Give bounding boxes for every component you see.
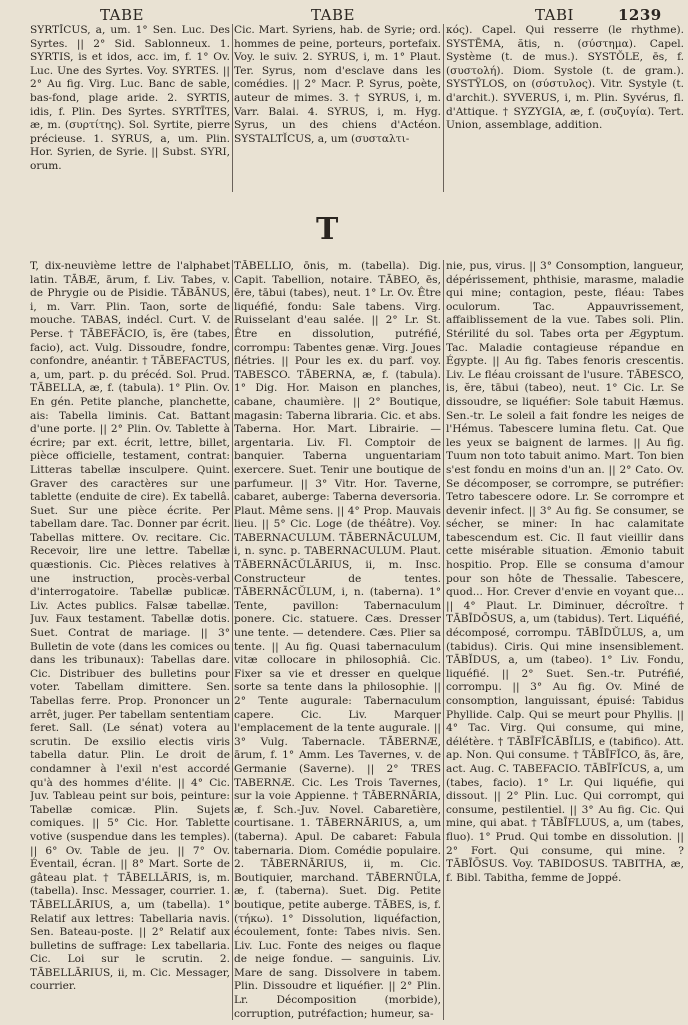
entries-text: TĀBELLIO, ōnis, m. (tabella). Dig. Capit. Tabellion, notaire. TĀBEO, ēs, ēre, tābui (tabes), neut. 1° Lr. Ov. Être liquéfié, fondu: Sale tabens. Virg. Ruisselant d'eau salée. || 2° Lr. St. Être en dissolution, putréfié, corrompu: Tabentes genæ. Virg. Joues flétries. || Pour les ex. du parf. voy. TABESCO. TĀBERNA, æ, f. (tabula). 1° Dig. Hor. Maison en planches, cabane, chaumière. || 2° Boutique, magasin: Taberna libraria. Cic. et abs. Taberna. Hor. Mart. Librairie. — argentaria. Liv. Fl. Comptoir de banquier. Taberna unguentariam exercere. Suet. Tenir une boutique de parfumeur. || 3° Vitr. Hor. Taverne, cabaret, auberge: Taberna deversoria. Plaut. Même sens. || 4° Prop. Mauvais lieu. || 5° Cic. Loge (de théâtre). Voy. TABERNACULUM. TĀBERNĀCULUM, i, n. sync. p. TABERNACULUM. Plaut. TĀBERNĀCŬLĀRIUS, ii, m. Insc. Constructeur de tentes. TĀBERNĀCŬLUM, i, n. (taberna). 1° Tente, pavillon: Tabernaculum ponere. Cic. statuere. Cæs. Dresser une tente. — detendere. Cæs. Plier sa tente. || Au fig. Quasi tabernaculum vitæ collocare in philosophiâ. Cic. Fixer sa vie et dresser en quelque sorte sa tente dans la philosophie. || 2° Tente augurale: Tabernaculum capere. Cic. Liv. Marquer l'emplacement de la tente augurale. || 3° Vulg. Tabernacle. TĀBERNÆ, ārum, f. 1° Amm. Les Tavernes, v. de Germanie (Saverne). || 2° TRES TABERNÆ. Cic. Les Trois Tavernes, sur la voie Appienne. † TĀBERNĀRIA, æ, f. Sch.-Juv. Novel. Cabaretière, courtisane. 1. TĀBERNĀRIUS, a, um (taberna). Apul. De cabaret: Fabula tabernaria. Diom. Comédie populaire. 2. TĀBERNĀRIUS, ii, m. Cic. Boutiquier, marchand. TĀBERNŬLA, æ, f. (taberna). Suet. Dig. Petite boutique, petite auberge. TĀBES, is, f. (τήκω). 1° Dissolution, liquéfaction, écoulement, fonte: Tabes nivis. Sen. Liv. Luc. Fonte des neiges ou flaque de neige fondue. — sanguinis. Liv. Mare de sang. Dissolvere in tabem. Plin. Dissoudre et liquéfier. || 2° Plin. Lr. Décomposition (morbide), corruption, putréfaction; humeur, sa- (234, 260, 441, 1020)
column-rule (232, 24, 233, 192)
entries-text: κός). Capel. Qui resserre (le rhythme). SYSTĒMA, ătis, n. (σύστημα). Capel. Système (t. de mus.). SYSTŎLE, ēs, f. (συστολή). Diom. Systole (t. de gram.). SYSTŸLOS, on (σύστυλος). Vitr. Systyle (t. d'archit.). SYVERUS, i, m. Plin. Syvérus, fl. d'Attique. † SYZYGIA, æ, f. (συζυγία). Tert. Union, assemblage, addition. (446, 24, 684, 132)
column-rule (443, 24, 444, 192)
column-rule (232, 260, 233, 1020)
body-column-2 (234, 260, 441, 1025)
entries-text: nie, pus, virus. || 3° Consomption, langueur, dépérissement, phthisie, marasme, maladie qui mine; contagion, peste, fléau: Tabes oculorum. Tac. Appauvrissement, affaiblissement de la vue. Tabes soli. Plin. Stérilité du sol. Tabes orta per Ægyptum. Tac. Maladie contagieuse répandue en Égypte. || Au fig. Tabes fenoris crescentis. Liv. Le fléau croissant de l'usure. TĀBESCO, is, ĕre, tābui (tabeo), neut. 1° Cic. Lr. Se dissoudre, se liquéfier: Sole tabuit Hæmus. Sen.-tr. Le soleil a fait fondre les neiges de l'Hémus. Tabescere lumina fletu. Cat. Que les yeux se baignent de larmes. || Au fig. Tuum non toto tabuit animo. Mart. Ton bien s'est fondu en moins d'un an. || 2° Cato. Ov. Se décomposer, se corrompre, se putréfier: Tetro tabescere odore. Lr. Se corrompre et devenir infect. || 3° Au fig. Se consumer, se sécher, se miner: In hac calamitate tabescendum est. Cic. Il faut vieillir dans cette misérable situation. Æmonio tabuit hospitio. Prop. Elle se consuma d'amour pour son hôte de Thessalie. Tabescere, quod... Hor. Crever d'envie en voyant que... || 4° Plaut. Lr. Diminuer, décroître. † TĀBĪDŌSUS, a, um (tabidus). Tert. Liquéfié, décomposé, corrompu. TĀBĪDŬLUS, a, um (tabidus). Ciris. Qui mine insensiblement. TĀBĬDUS, a, um (tabeo). 1° Liv. Fondu, liquéfié. || 2° Suet. Sen.-tr. Putréfié, corrompu. || 3° Au fig. Ov. Miné de consomption, languissant, épuisé: Tabidus Phyllide. Calp. Qui se meurt pour Phyllis. || 4° Tac. Virg. Qui consume, qui mine, délétère. † TĀBĪFĬCĀBĬLIS, e (tabifico). Att. ap. Non. Qui consume. † TĀBĪFĬCO, ās, āre, act. Aug. C. TABEFACIO. TĀBĪFĬCUS, a, um (tabes, facio). 1° Lr. Qui liquéfie, qui dissout. || 2° Plin. Luc. Qui corrompt, qui consume, pestilentiel. || 3° Au fig. Cic. Qui mine, qui abat. † TĀBĪFLUUS, a, um (tabes, fluo). 1° Prud. Qui tombe en dissolution. || 2° Fort. Qui consume, qui mine. ? TĀBĪŌSUS. Voy. TABIDOSUS. TABITHA, æ, f. Bibl. Tabitha, femme de Joppé. (446, 260, 684, 884)
entries-text: Cic. Mart. Syriens, hab. de Syrie; ord. hommes de peine, porteurs, portefaix. Voy. le suiv. 2. SYRUS, i, m. 1° Plaut. Ter. Syrus, nom d'esclave dans les comédies. || 2° Macr. P. Syrus, poète, auteur de mimes. 3. † SYRUS, i, m. Varr. Balai. 4. SYRUS, i, m. Hyg. Syrus, un des chiens d'Actéon. SYSTALTĬCUS, a, um (συσταλτι- (234, 24, 441, 145)
page-number: 1239 (618, 6, 662, 24)
top-column-3 (446, 24, 684, 194)
running-head-right: TABI (535, 6, 574, 24)
column-rule (443, 260, 444, 1020)
section-letter: T (316, 212, 340, 247)
running-head-left: TABE (100, 6, 144, 24)
body-column-3 (446, 260, 684, 1025)
running-head-center: TABE (311, 6, 355, 24)
top-column-2 (234, 24, 441, 194)
body-column-1 (30, 260, 230, 1025)
entries-text: T, dix-neuvième lettre de l'alphabet latin. TĀBÆ, ārum, f. Liv. Tabes, v. de Phrygie ou de Pisidie. TĀBĀNUS, i, m. Varr. Plin. Taon, sorte de mouche. TABAS, indécl. Curt. V. de Perse. † TĀBEFĂCIO, ĭs, ĕre (tabes, facio), act. Vulg. Dissoudre, fondre, confondre, anéantir. † TĀBEFACTUS, a, um, part. p. du précéd. Sol. Prud. TĀBELLA, æ, f. (tabula). 1° Plin. Ov. En gén. Petite planche, planchette, ais: Tabella liminis. Cat. Battant d'une porte. || 2° Plin. Ov. Tablette à écrire; par ext. écrit, lettre, billet, pièce officielle, testament, contrat: Litteras tabellæ insculpere. Quint. Graver des caractères sur une tablette (enduite de cire). Ex tabellâ. Suet. Sur une pièce écrite. Per tabellam dare. Tac. Donner par écrit. Tabellas mittere. Ov. recitare. Cic. Recevoir, lire une lettre. Tabellæ quæstionis. Cic. Pièces relatives à une instruction, procès-verbal d'interrogatoire. Tabellæ publicæ. Liv. Actes publics. Falsæ tabellæ. Juv. Faux testament. Tabellæ dotis. Suet. Contrat de mariage. || 3° Bulletin de vote (dans les comices ou dans les tribunaux): Tabellas dare. Cic. Distribuer des bulletins pour voter. Tabellam dimittere. Sen. Tabellas ferre. Prop. Prononcer un arrêt, juger. Per tabellam sententiam feret. Sall. (Le sénat) votera au scrutin. De exsilio electis viris tabella datur. Plin. Le droit de condamner à l'exil n'est accordé qu'à des hommes d'élite. || 4° Cic. Juv. Tableau peint sur bois, peinture: Tabellæ comicæ. Plin. Sujets comiques. || 5° Cic. Hor. Tablette votive (suspendue dans les temples). || 6° Ov. Table de jeu. || 7° Ov. Éventail, écran. || 8° Mart. Sorte de gâteau plat. † TĀBELLĀRIS, is, m. (tabella). Insc. Messager, courrier. 1. TĀBELLĀRIUS, a, um (tabella). 1° Relatif aux lettres: Tabellaria navis. Sen. Bateau-poste. || 2° Relatif aux bulletins de suffrage: Lex tabellaria. Cic. Loi sur le scrutin. 2. TĀBELLĀRIUS, ii, m. Cic. Messager, courrier. (30, 260, 230, 993)
entries-text: SYRTĬCUS, a, um. 1° Sen. Luc. Des Syrtes. || 2° Sid. Sablonneux. 1. SYRTIS, is et idos, acc. im, f. 1° Ov. Luc. Une des Syrtes. Voy. SYRTES. || 2° Au fig. Virg. Luc. Banc de sable, bas-fond, plage aride. 2. SYRTIS, idis, f. Plin. Des Syrtes. SYRTĪTES, æ, m. (συρτίτης). Sol. Syrtite, pierre précieuse. 1. SYRUS, a, um. Plin. Hor. Syrien, de Syrie. || Subst. SYRI, orum. (30, 24, 230, 172)
top-column-1 (30, 24, 230, 194)
